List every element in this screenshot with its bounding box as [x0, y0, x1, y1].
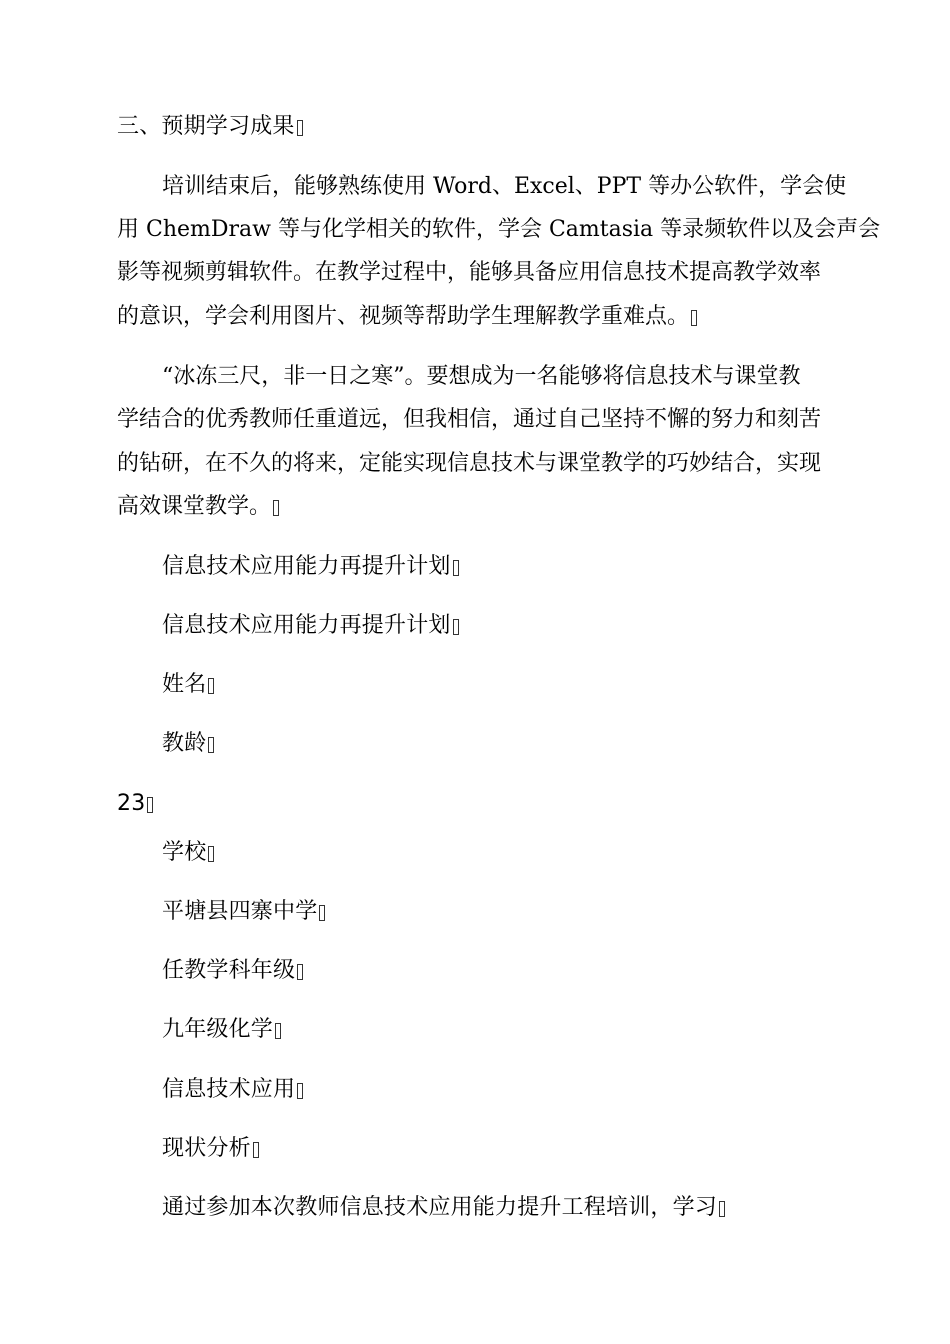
paragraph-1-line-4-text: 的意识，学会利用图片、视频等帮助学生理解教学重难点。: [117, 304, 690, 329]
subject-grade-label-text: 任教学科年级: [162, 958, 296, 983]
paragraph-mark-icon: [273, 500, 279, 516]
name-label: [162, 670, 214, 700]
subject-grade-label: [162, 956, 303, 986]
paragraph-2-line-4: [117, 492, 279, 522]
paragraph-mark-icon: [208, 846, 214, 862]
plan-title-1-text: 信息技术应用能力再提升计划: [162, 554, 451, 579]
subject-grade-value-text: 九年级化学: [162, 1017, 274, 1042]
status-analysis-label: [162, 1134, 259, 1164]
teaching-years-value-text: 23: [117, 791, 146, 816]
paragraph-mark-icon: [297, 1083, 303, 1099]
paragraph-2-line-2: 学结合的优秀教师任重道远，但我相信，通过自己坚持不懈的努力和刻苦: [117, 407, 822, 432]
subject-grade-value: [162, 1015, 281, 1045]
name-label-text: 姓名: [162, 672, 207, 697]
plan-title-2-text: 信息技术应用能力再提升计划: [162, 613, 451, 638]
paragraph-mark-icon: [453, 560, 459, 576]
school-value: [162, 897, 325, 927]
teaching-years-label: [162, 729, 214, 759]
paragraph-mark-icon: [319, 905, 325, 921]
paragraph-mark-icon: [208, 678, 214, 694]
it-application-label: [162, 1075, 303, 1105]
training-intro-line-text: 通过参加本次教师信息技术应用能力提升工程培训，学习: [162, 1195, 718, 1220]
status-analysis-label-text: 现状分析: [162, 1136, 251, 1161]
paragraph-mark-icon: [253, 1142, 259, 1158]
paragraph-2-line-1: “冰冻三尺，非一日之寒”。要想成为一名能够将信息技术与课堂教: [162, 364, 801, 389]
section-heading: [117, 112, 303, 142]
paragraph-1-line-3: 影等视频剪辑软件。在教学过程中，能够具备应用信息技术提高教学效率: [117, 260, 822, 285]
paragraph-2-line-3: 的钻研，在不久的将来，定能实现信息技术与课堂教学的巧妙结合，实现: [117, 451, 822, 476]
paragraph-mark-icon: [147, 797, 153, 813]
paragraph-mark-icon: [297, 120, 303, 136]
plan-title-2: [162, 611, 459, 641]
paragraph-mark-icon: [719, 1201, 725, 1217]
section-heading-text: 三、预期学习成果: [117, 114, 295, 139]
paragraph-1-line-1: 培训结束后，能够熟练使用 Word、Excel、PPT 等办公软件，学会使: [162, 174, 847, 199]
teaching-years-value: [117, 789, 153, 819]
paragraph-1-line-4: [117, 302, 697, 332]
paragraph-mark-icon: [297, 964, 303, 980]
plan-title-1: [162, 552, 459, 582]
school-label: [162, 838, 214, 868]
it-application-label-text: 信息技术应用: [162, 1077, 296, 1102]
school-value-text: 平塘县四寨中学: [162, 899, 318, 924]
teaching-years-label-text: 教龄: [162, 731, 207, 756]
paragraph-mark-icon: [691, 310, 697, 326]
paragraph-1-line-2: 用 ChemDraw 等与化学相关的软件，学会 Camtasia 等录频软件以及会声会: [117, 217, 881, 242]
training-intro-line: [162, 1193, 725, 1223]
paragraph-mark-icon: [453, 619, 459, 635]
paragraph-mark-icon: [275, 1023, 281, 1039]
school-label-text: 学校: [162, 840, 207, 865]
paragraph-mark-icon: [208, 737, 214, 753]
paragraph-2-line-4-text: 高效课堂教学。: [117, 494, 272, 519]
